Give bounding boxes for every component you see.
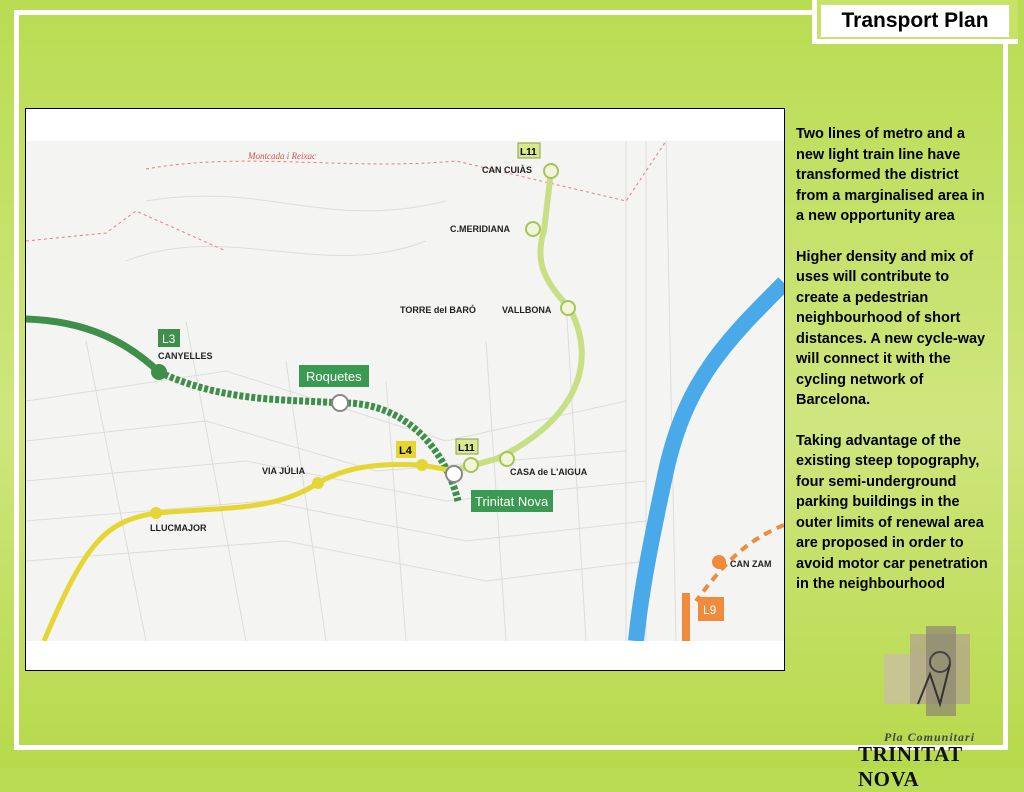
station-l11-trinitat[interactable] <box>464 458 478 472</box>
logo-graphic <box>878 624 988 724</box>
station-canyelles[interactable] <box>151 364 167 380</box>
badge-l3-text: L3 <box>162 332 176 346</box>
description-paragraph-1: Two lines of metro and a new light train line have transformed the district from a marginalised area in a new opportunity area <box>796 126 985 224</box>
description-panel <box>796 124 992 615</box>
label-canyelles: CANYELLES <box>158 351 213 361</box>
badge-l9-text: L9 <box>703 603 717 617</box>
l9-depot <box>682 593 690 641</box>
title-panel <box>820 4 1010 38</box>
station-casa-aigua[interactable] <box>500 452 514 466</box>
logo <box>856 620 1020 791</box>
badge-l11-top-text: L11 <box>520 147 537 158</box>
station-c-meridiana[interactable] <box>526 222 540 236</box>
label-c-meridiana: C.MERIDIANA <box>450 224 510 234</box>
station-can-zam[interactable] <box>712 555 726 569</box>
station-roquetes[interactable] <box>332 395 348 411</box>
description-paragraph-3: Taking advantage of the existing steep topography, four semi-underground parking buildings in the outer limits of renewal area are proposed in order to avoid motor car penetration in the neighbourhood <box>796 432 988 592</box>
station-l4-trinitat[interactable] <box>416 459 428 471</box>
area-label: Montcada i Reixac <box>248 151 316 161</box>
label-via-julia: VIA JÚLIA <box>262 466 306 476</box>
description-paragraph-2: Higher density and mix of uses will contribute to create a pedestrian neighbourhood of short distances. A new cycle-way will connect it with the cycling network of Barcelona. <box>796 248 986 408</box>
label-lluchmajor: LLUCMAJOR <box>150 523 207 533</box>
station-lluchmajor[interactable] <box>150 507 162 519</box>
label-vallbona: VALLBONA <box>502 305 552 315</box>
logo-line2: TRINITAT NOVA <box>858 742 963 791</box>
badge-l11-mid-text: L11 <box>458 443 475 454</box>
label-casa-aigua: CASA de L'AIGUA <box>510 467 588 477</box>
station-via-julia[interactable] <box>312 477 324 489</box>
label-can-cuias: CAN CUIÀS <box>482 165 533 175</box>
station-trinitat-nova[interactable] <box>446 466 462 482</box>
badge-l4-text: L4 <box>399 445 412 457</box>
logo-line1: Pla Comunitari <box>884 730 976 744</box>
label-trinitat-nova: Trinitat Nova <box>475 494 549 509</box>
label-roquetes: Roquetes <box>306 369 362 384</box>
label-torre-baro: TORRE del BARÓ <box>400 305 476 315</box>
transport-map <box>25 108 785 671</box>
label-can-zam: CAN ZAM <box>730 559 772 569</box>
map-background <box>26 141 784 641</box>
map-canvas <box>26 141 784 641</box>
page-title: Transport Plan <box>841 9 989 32</box>
station-vallbona[interactable] <box>561 301 575 315</box>
station-can-cuias[interactable] <box>544 164 558 178</box>
